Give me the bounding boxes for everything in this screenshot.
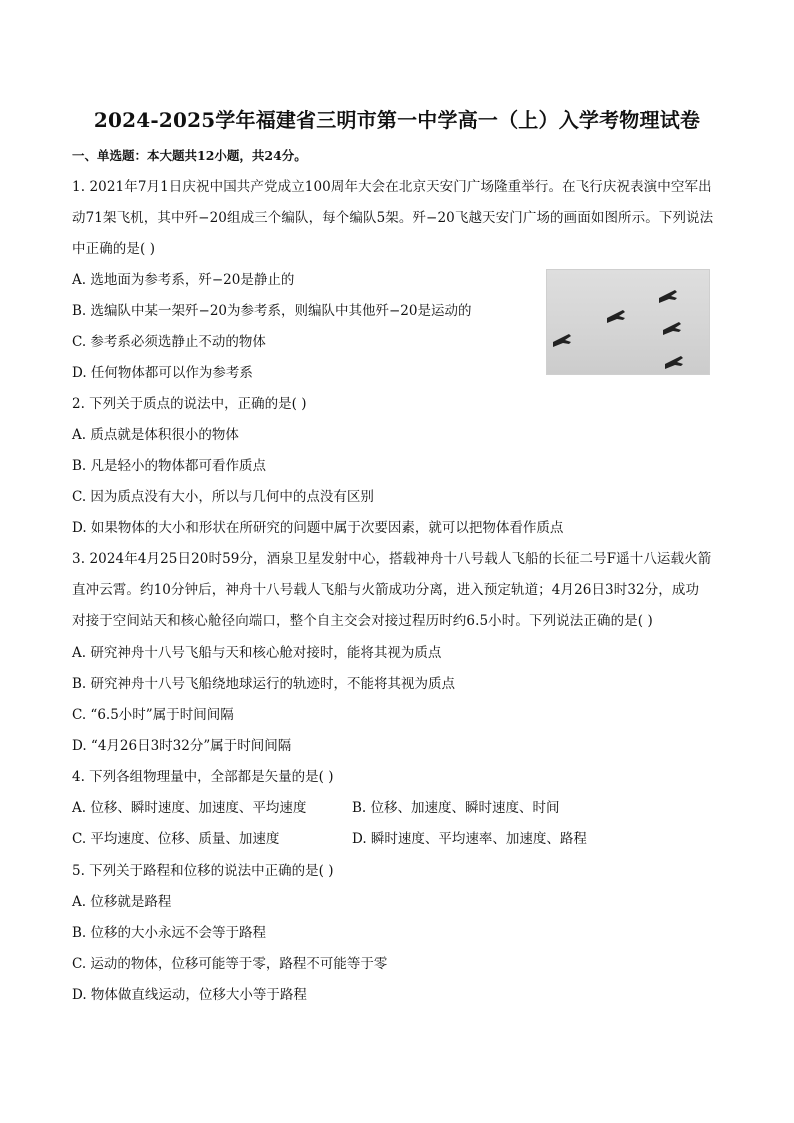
q4-option-a: A. 位移、瞬时速度、加速度、平均速度 bbox=[72, 800, 307, 816]
q3-stem-line-2: 直冲云霄。约10分钟后，神舟十八号载人飞船与火箭成功分离，进入预定轨道；4月26日3时32分，成功 bbox=[72, 582, 700, 598]
q5-option-a: A. 位移就是路程 bbox=[72, 894, 172, 910]
q2-option-b: B. 凡是轻小的物体都可看作质点 bbox=[72, 458, 267, 474]
q2-option-c: C. 因为质点没有大小，所以与几何中的点没有区别 bbox=[72, 489, 374, 505]
q3-stem-line-1: 3. 2024年4月25日20时59分，酒泉卫星发射中心，搭载神舟十八号载人飞船的长征二号F遥十八运载火箭 bbox=[72, 551, 712, 567]
q1-stem-line-2: 动71架飞机，其中歼−20组成三个编队，每个编队5架。歼−20飞越天安门广场的画面如图所示。下列说法 bbox=[72, 210, 714, 226]
q3-option-a: A. 研究神舟十八号飞船与天和核心舱对接时，能将其视为质点 bbox=[72, 645, 442, 661]
fighter-jets-photo bbox=[546, 269, 710, 375]
jet-icon bbox=[663, 322, 681, 335]
q4-option-c: C. 平均速度、位移、质量、加速度 bbox=[72, 831, 280, 847]
page-title: 2024-2025学年福建省三明市第一中学高一（上）入学考物理试卷 bbox=[93, 108, 701, 132]
q3-option-d: D. “4月26日3时32分”属于时间间隔 bbox=[72, 738, 292, 754]
q4-stem: 4. 下列各组物理量中，全部都是矢量的是( ) bbox=[72, 769, 334, 785]
q1-option-d: D. 任何物体都可以作为参考系 bbox=[72, 365, 253, 381]
jet-icon bbox=[659, 290, 677, 303]
jet-icon bbox=[553, 334, 571, 347]
jet-icon bbox=[607, 310, 625, 323]
q2-stem: 2. 下列关于质点的说法中，正确的是( ) bbox=[72, 396, 307, 412]
section-heading: 一、单选题：本大题共12小题，共24分。 bbox=[72, 148, 307, 163]
q1-stem-line-3: 中正确的是( ) bbox=[72, 241, 156, 257]
q5-option-d: D. 物体做直线运动，位移大小等于路程 bbox=[72, 987, 307, 1003]
q5-option-b: B. 位移的大小永远不会等于路程 bbox=[72, 925, 267, 941]
q1-option-c: C. 参考系必须选静止不动的物体 bbox=[72, 334, 266, 350]
q5-stem: 5. 下列关于路程和位移的说法中正确的是( ) bbox=[72, 863, 334, 879]
q1-stem-line-1: 1. 2021年7月1日庆祝中国共产党成立100周年大会在北京天安门广场隆重举行。在飞行庆祝表演中空军出 bbox=[72, 179, 712, 195]
q3-stem-line-3: 对接于空间站天和核心舱径向端口，整个自主交会对接过程历时约6.5小时。下列说法正确的是( ) bbox=[72, 613, 653, 629]
jet-icon bbox=[665, 356, 683, 369]
q4-option-b: B. 位移、加速度、瞬时速度、时间 bbox=[352, 800, 560, 816]
q1-option-b: B. 选编队中某一架歼−20为参考系，则编队中其他歼−20是运动的 bbox=[72, 303, 472, 319]
q3-option-c: C. “6.5小时”属于时间间隔 bbox=[72, 707, 234, 723]
q4-option-d: D. 瞬时速度、平均速率、加速度、路程 bbox=[352, 831, 587, 847]
q5-option-c: C. 运动的物体，位移可能等于零，路程不可能等于零 bbox=[72, 956, 388, 972]
q2-option-d: D. 如果物体的大小和形状在所研究的问题中属于次要因素，就可以把物体看作质点 bbox=[72, 520, 564, 536]
q1-option-a: A. 选地面为参考系，歼−20是静止的 bbox=[72, 272, 295, 288]
q3-option-b: B. 研究神舟十八号飞船绕地球运行的轨迹时，不能将其视为质点 bbox=[72, 676, 456, 692]
q2-option-a: A. 质点就是体积很小的物体 bbox=[72, 427, 239, 443]
